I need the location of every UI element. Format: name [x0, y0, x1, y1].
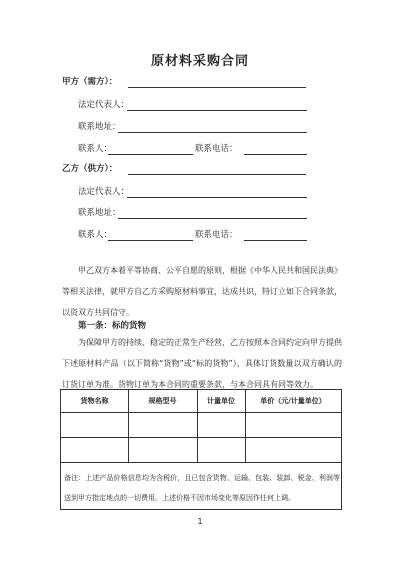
party-b-label: 乙方（供方）： [62, 164, 118, 174]
goods-table [60, 389, 342, 510]
party-a-phone-line [244, 154, 307, 155]
party-a-address-line [118, 132, 307, 133]
party-b-legal-rep-label: 法定代表人： [78, 187, 130, 197]
table-row [61, 438, 341, 463]
party-a-label: 甲方（需方）： [62, 77, 118, 87]
table-row [61, 413, 341, 438]
column-header-unit-price: 单价（元/计量单位） [260, 397, 326, 405]
party-b-phone-line [244, 240, 307, 241]
column-header-spec-model: 规格型号 [148, 397, 177, 405]
party-a-legal-rep-line [127, 110, 307, 111]
party-b-phone-label: 联系电话： [195, 230, 238, 240]
party-b-contact-label: 联系人： [78, 230, 113, 240]
party-a-contact-label: 联系人： [78, 144, 113, 154]
page-title: 原材料采购合同 [150, 54, 249, 69]
preamble-paragraph: 甲乙双方本着平等协商、公平自愿的原则，根据《中华人民共和国民法典》等相关法律，就甲方自乙方采购原材料事宜，达成共识，特订立如下合同条款，以资双方共同信守。 [62, 266, 342, 317]
party-a-phone-label: 联系电话： [195, 144, 238, 154]
party-b-contact-line [108, 240, 193, 241]
party-a-legal-rep-label: 法定代表人： [78, 100, 130, 110]
party-a-address-label: 联系地址： [78, 122, 121, 132]
party-b-legal-rep-line [127, 197, 307, 198]
party-b-name-line [128, 174, 306, 175]
party-b-address-line [118, 218, 307, 219]
page-number: 1 [197, 517, 203, 526]
table-note: 备注：上述产品价格信息均为含税价，且已包含货物、运输、包装、装卸、税金、利润等送到甲方指定地点的一切费用。上述价格不因市场变化等原因作任何上调。 [64, 474, 340, 502]
party-b-address-label: 联系地址： [78, 208, 121, 218]
article-1-paragraph: 为保障甲方的持续、稳定的正常生产经营，乙方按照本合同约定向甲方提供下述原材料产品（以下简称“货物”或“标的货物”），具体订货数量以双方确认的订货订单为准。货物订单为本合同的重要条款，与本合同具有同等效力。 [62, 338, 342, 389]
column-header-unit: 计量单位 [207, 397, 235, 405]
column-header-goods-name: 货物名称 [80, 397, 109, 405]
party-a-name-line [128, 87, 306, 88]
party-a-contact-line [108, 154, 193, 155]
article-1-heading: 第一条：标的货物 [78, 321, 147, 331]
